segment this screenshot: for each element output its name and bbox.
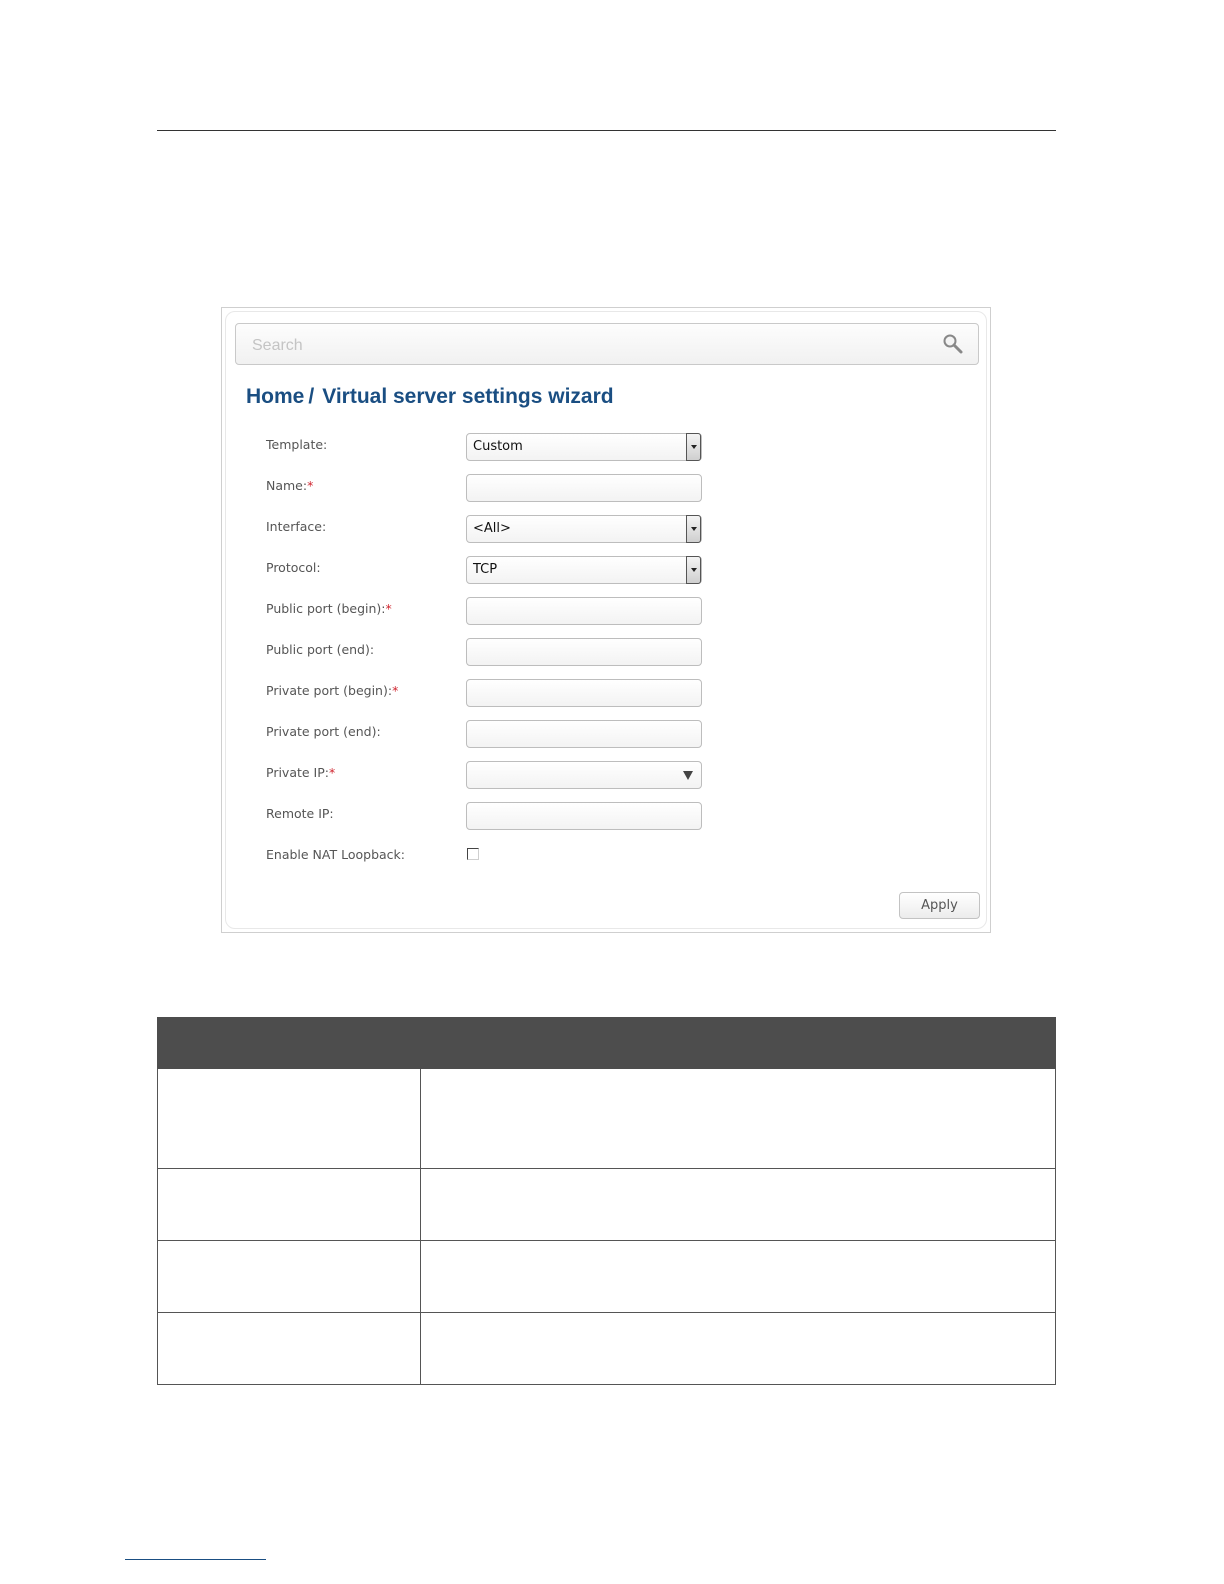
private-ip-input[interactable] (467, 762, 667, 788)
table-row (158, 1313, 1056, 1385)
name-label: Name:* (266, 478, 314, 493)
nat-loopback-checkbox[interactable] (467, 848, 479, 860)
name-input[interactable] (467, 475, 701, 501)
public-port-end-field[interactable] (466, 638, 702, 666)
table-header-cell (421, 1018, 1056, 1069)
chevron-down-icon[interactable] (686, 515, 701, 543)
apply-button[interactable]: Apply (899, 892, 980, 919)
private-port-begin-field[interactable] (466, 679, 702, 707)
table-row (158, 1241, 1056, 1313)
private-port-begin-input[interactable] (467, 680, 701, 706)
search-input[interactable] (250, 334, 934, 358)
table-cell (158, 1069, 421, 1169)
public-port-begin-input[interactable] (467, 598, 701, 624)
search-bar[interactable] (235, 323, 979, 365)
name-field[interactable] (466, 474, 702, 502)
private-port-end-input[interactable] (467, 721, 701, 747)
chevron-down-icon[interactable] (686, 433, 701, 461)
protocol-select[interactable] (466, 556, 702, 584)
chevron-down-icon[interactable] (683, 771, 693, 780)
table-cell (158, 1313, 421, 1385)
footnote-rule (125, 1559, 266, 1560)
table-cell (421, 1241, 1056, 1313)
remote-ip-field[interactable] (466, 802, 702, 830)
template-label: Template: (266, 437, 328, 452)
private-ip-combobox[interactable] (466, 761, 702, 789)
page-title: Virtual server settings wizard (322, 385, 614, 408)
table-cell (158, 1241, 421, 1313)
public-port-begin-label: Public port (begin):* (266, 601, 392, 616)
top-rule (157, 130, 1056, 131)
private-port-end-field[interactable] (466, 720, 702, 748)
chevron-down-icon[interactable] (686, 556, 701, 584)
remote-ip-input[interactable] (467, 803, 701, 829)
nat-loopback-label: Enable NAT Loopback: (266, 847, 405, 862)
breadcrumb (246, 385, 614, 415)
table-row (158, 1169, 1056, 1241)
interface-select[interactable] (466, 515, 702, 543)
private-ip-label: Private IP:* (266, 765, 336, 780)
table-cell (421, 1169, 1056, 1241)
private-port-end-label: Private port (end): (266, 724, 381, 739)
parameters-table (157, 1017, 1056, 1385)
search-icon[interactable] (942, 333, 964, 355)
private-port-begin-label: Private port (begin):* (266, 683, 399, 698)
table-cell (158, 1169, 421, 1241)
table-row (158, 1069, 1056, 1169)
table-cell (421, 1313, 1056, 1385)
public-port-end-input[interactable] (467, 639, 701, 665)
breadcrumb-home-link[interactable]: Home (246, 385, 305, 408)
interface-value: <All> (473, 521, 511, 536)
public-port-end-label: Public port (end): (266, 642, 375, 657)
public-port-begin-field[interactable] (466, 597, 702, 625)
table-header-row (158, 1018, 1056, 1069)
table-header-cell (158, 1018, 421, 1069)
remote-ip-label: Remote IP: (266, 806, 334, 821)
interface-label: Interface: (266, 519, 327, 534)
template-select[interactable] (466, 433, 702, 461)
protocol-label: Protocol: (266, 560, 321, 575)
breadcrumb-separator: / (308, 385, 315, 408)
template-value: Custom (473, 439, 523, 454)
table-cell (421, 1069, 1056, 1169)
protocol-value: TCP (473, 562, 498, 577)
